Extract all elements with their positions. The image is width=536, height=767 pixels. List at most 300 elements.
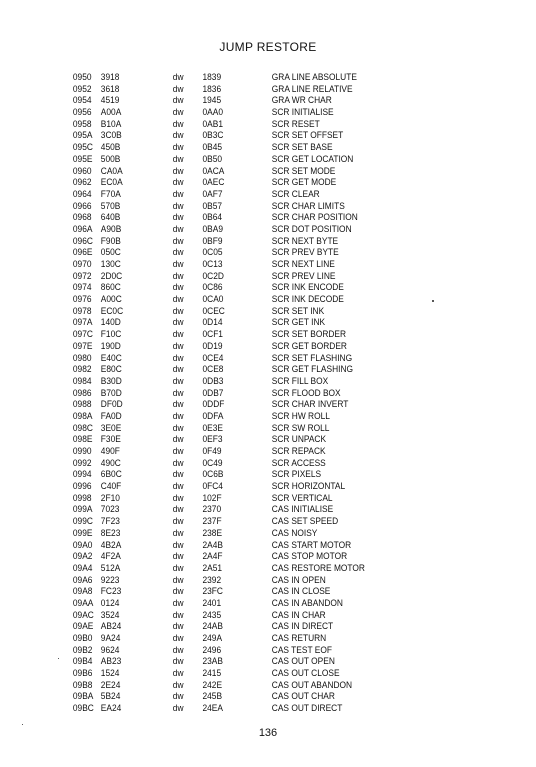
cell-val: 0C2D <box>202 270 224 281</box>
listing-row <box>0 95 482 107</box>
cell-addr: 0952 <box>72 83 92 94</box>
cell-addr: 098C <box>72 422 93 433</box>
cell-dw: dw <box>172 516 184 527</box>
cell-addr: 095E <box>72 153 93 164</box>
cell-addr: 0950 <box>72 72 92 82</box>
cell-addr: 09AA <box>72 597 94 608</box>
listing-row <box>0 224 482 236</box>
cell-dw: dw <box>172 72 184 82</box>
listing-row <box>0 177 482 189</box>
cell-hex: 3524 <box>100 609 120 620</box>
cell-name: SCR HORIZONTAL <box>271 481 346 492</box>
cell-hex: C40F <box>100 481 122 492</box>
cell-hex: 050C <box>100 247 121 258</box>
cell-addr: 09B0 <box>72 633 93 643</box>
cell-hex: A90B <box>100 223 122 234</box>
cell-name: CAS STOP MOTOR <box>271 551 348 562</box>
cell-hex: 9223 <box>100 574 120 585</box>
cell-name: SCR INK DECODE <box>271 294 344 305</box>
cell-dw: dw <box>172 679 184 690</box>
cell-val: 0FC4 <box>202 481 223 492</box>
listing-row <box>0 504 482 516</box>
listing-row <box>0 691 482 703</box>
cell-addr: 0974 <box>72 282 92 293</box>
cell-hex: 7023 <box>100 504 120 515</box>
listing-row <box>0 84 482 96</box>
cell-val: 2496 <box>202 644 222 655</box>
cell-dw: dw <box>172 656 184 667</box>
listing-row <box>0 446 482 458</box>
cell-hex: 3E0E <box>100 422 122 433</box>
cell-dw: dw <box>172 83 184 94</box>
cell-hex: 570B <box>100 200 121 211</box>
listing-row <box>0 212 482 224</box>
cell-dw: dw <box>172 165 184 176</box>
cell-hex: F30E <box>100 434 121 445</box>
listing-row <box>0 353 482 365</box>
cell-dw: dw <box>172 364 184 375</box>
listing-row <box>0 656 482 668</box>
cell-dw: dw <box>172 212 184 223</box>
cell-hex: 640B <box>100 212 121 223</box>
cell-name: CAS OUT CHAR <box>271 691 335 702</box>
cell-dw: dw <box>172 177 184 188</box>
cell-val: 0CEC <box>202 305 225 316</box>
listing-row <box>0 189 482 201</box>
cell-val: 0C86 <box>202 282 223 293</box>
cell-val: 238E <box>202 527 223 538</box>
cell-dw: dw <box>172 527 184 538</box>
cell-hex: 4519 <box>100 95 120 106</box>
listing-row <box>0 610 482 622</box>
cell-val: 0E3E <box>202 422 223 433</box>
cell-hex: 3918 <box>100 72 120 82</box>
listing-row <box>0 119 482 131</box>
cell-val: 0DB3 <box>202 375 224 386</box>
cell-hex: B70D <box>100 387 122 398</box>
cell-val: 0C6B <box>202 469 224 480</box>
cell-val: 102F <box>202 492 222 503</box>
cell-name: SCR HW ROLL <box>271 410 330 421</box>
cell-val: 2370 <box>202 504 222 515</box>
cell-dw: dw <box>172 282 184 293</box>
cell-name: SCR PREV BYTE <box>271 247 339 258</box>
cell-addr: 096A <box>72 223 93 234</box>
cell-val: 237F <box>202 516 222 527</box>
cell-hex: FC23 <box>100 586 122 597</box>
cell-val: 2435 <box>202 609 222 620</box>
cell-hex: 512A <box>100 562 121 573</box>
cell-hex: 8E23 <box>100 527 121 538</box>
listing-row <box>0 481 482 493</box>
cell-addr: 0962 <box>72 177 92 188</box>
cell-addr: 098E <box>72 434 93 445</box>
cell-addr: 0966 <box>72 200 92 211</box>
cell-dw: dw <box>172 422 184 433</box>
cell-val: 0F49 <box>202 446 222 456</box>
cell-hex: 7F23 <box>100 516 120 527</box>
cell-hex: 0124 <box>100 597 120 608</box>
cell-hex: E40C <box>100 352 122 363</box>
cell-dw: dw <box>172 399 184 410</box>
cell-hex: 9A24 <box>100 633 121 643</box>
listing-row <box>0 645 482 657</box>
listing-row <box>0 586 482 598</box>
cell-dw: dw <box>172 703 184 714</box>
assembly-listing <box>0 72 536 715</box>
cell-dw: dw <box>172 551 184 562</box>
cell-addr: 0994 <box>72 469 92 480</box>
listing-row <box>0 364 482 376</box>
cell-name: CAS IN CLOSE <box>271 586 331 597</box>
cell-addr: 0968 <box>72 212 92 223</box>
cell-name: SCR CLEAR <box>271 188 320 199</box>
cell-val: 2392 <box>202 574 222 585</box>
listing-row <box>0 329 482 341</box>
listing-row <box>0 493 482 505</box>
cell-addr: 09BA <box>72 691 94 702</box>
page-title: JUMP RESTORE <box>219 40 317 54</box>
cell-dw: dw <box>172 235 184 246</box>
listing-row <box>0 294 482 306</box>
cell-dw: dw <box>172 446 184 456</box>
cell-name: SCR UNPACK <box>271 434 327 445</box>
cell-name: SCR CHAR INVERT <box>271 399 349 410</box>
cell-hex: EA24 <box>100 703 122 714</box>
cell-hex: 130C <box>100 259 121 269</box>
cell-name: SCR SET FLASHING <box>271 352 353 363</box>
cell-name: SCR FILL BOX <box>271 375 329 386</box>
cell-val: 1945 <box>202 95 222 106</box>
cell-hex: 6B0C <box>100 469 122 480</box>
cell-name: CAS RESTORE MOTOR <box>271 562 365 573</box>
cell-val: 0AF7 <box>202 188 223 199</box>
cell-hex: 4B2A <box>100 539 122 550</box>
cell-dw: dw <box>172 153 184 164</box>
cell-name: SCR GET INK <box>271 317 326 328</box>
cell-val: 1839 <box>202 72 222 82</box>
cell-dw: dw <box>172 387 184 398</box>
page-number: 136 <box>258 727 278 739</box>
cell-val: 0ACA <box>202 165 225 176</box>
cell-name: CAS RETURN <box>271 633 327 643</box>
listing-row <box>0 633 482 645</box>
cell-name: SCR SET BORDER <box>271 329 347 340</box>
cell-val: 2A4B <box>202 539 223 550</box>
cell-dw: dw <box>172 469 184 480</box>
listing-row <box>0 259 482 271</box>
cell-dw: dw <box>172 317 184 328</box>
cell-name: CAS IN ABANDON <box>271 597 343 608</box>
cell-val: 0B45 <box>202 142 223 153</box>
scan-speck <box>22 724 23 725</box>
cell-addr: 09A6 <box>72 574 93 585</box>
listing-row <box>0 154 482 166</box>
listing-row <box>0 247 482 259</box>
cell-name: SCR CHAR POSITION <box>271 212 358 223</box>
cell-name: CAS TEST EOF <box>271 644 332 655</box>
cell-dw: dw <box>172 247 184 258</box>
cell-hex: 1524 <box>100 668 120 679</box>
cell-dw: dw <box>172 200 184 211</box>
cell-val: 0DFA <box>202 410 224 421</box>
cell-hex: 490C <box>100 457 121 468</box>
cell-name: SCR REPACK <box>271 446 326 456</box>
listing-row <box>0 551 482 563</box>
cell-name: SCR PREV LINE <box>271 270 336 281</box>
cell-name: CAS INITIALISE <box>271 504 334 515</box>
cell-name: SCR VERTICAL <box>271 492 333 503</box>
cell-hex: EC0A <box>100 177 123 188</box>
cell-dw: dw <box>172 644 184 655</box>
cell-val: 23FC <box>202 586 223 597</box>
cell-addr: 0996 <box>72 481 92 492</box>
cell-val: 0B64 <box>202 212 223 223</box>
listing-row <box>0 540 482 552</box>
cell-dw: dw <box>172 481 184 492</box>
cell-addr: 096E <box>72 247 93 258</box>
cell-dw: dw <box>172 621 184 632</box>
cell-addr: 099A <box>72 504 93 515</box>
listing-row <box>0 271 482 283</box>
cell-dw: dw <box>172 305 184 316</box>
cell-dw: dw <box>172 118 184 129</box>
cell-addr: 097A <box>72 317 93 328</box>
cell-hex: EC0C <box>100 305 124 316</box>
cell-addr: 099E <box>72 527 93 538</box>
cell-name: SCR GET LOCATION <box>271 153 354 164</box>
cell-dw: dw <box>172 142 184 153</box>
cell-addr: 0956 <box>72 107 92 118</box>
cell-dw: dw <box>172 586 184 597</box>
cell-val: 23AB <box>202 656 223 667</box>
cell-addr: 0980 <box>72 352 92 363</box>
cell-hex: E80C <box>100 364 122 375</box>
cell-val: 0DB7 <box>202 387 224 398</box>
cell-dw: dw <box>172 95 184 106</box>
cell-hex: DF0D <box>100 399 123 410</box>
cell-dw: dw <box>172 633 184 643</box>
cell-val: 2A51 <box>202 562 223 573</box>
cell-hex: 2D0C <box>100 270 123 281</box>
cell-addr: 09A2 <box>72 551 93 562</box>
cell-hex: CA0A <box>100 165 123 176</box>
cell-name: SCR SW ROLL <box>271 422 330 433</box>
cell-name: SCR NEXT LINE <box>271 259 335 269</box>
cell-val: 0CF1 <box>202 329 223 340</box>
listing-row <box>0 130 482 142</box>
cell-name: CAS IN DIRECT <box>271 621 334 632</box>
cell-hex: F70A <box>100 188 121 199</box>
cell-dw: dw <box>172 223 184 234</box>
listing-row <box>0 458 482 470</box>
cell-dw: dw <box>172 609 184 620</box>
cell-val: 0BF9 <box>202 235 223 246</box>
listing-row <box>0 388 482 400</box>
listing-row <box>0 376 482 388</box>
cell-hex: AB24 <box>100 621 122 632</box>
cell-addr: 0972 <box>72 270 92 281</box>
cell-val: 0B50 <box>202 153 223 164</box>
cell-val: 0AB1 <box>202 118 223 129</box>
scan-speck <box>432 300 434 302</box>
cell-hex: 4F2A <box>100 551 121 562</box>
cell-name: SCR RESET <box>271 118 320 129</box>
cell-dw: dw <box>172 107 184 118</box>
cell-addr: 09BC <box>72 703 94 714</box>
cell-name: CAS OUT ABANDON <box>271 679 353 690</box>
cell-addr: 09A8 <box>72 586 93 597</box>
cell-hex: 9624 <box>100 644 120 655</box>
cell-val: 0AEC <box>202 177 225 188</box>
cell-hex: 450B <box>100 142 121 153</box>
listing-row <box>0 575 482 587</box>
cell-addr: 097E <box>72 340 93 351</box>
cell-dw: dw <box>172 668 184 679</box>
cell-dw: dw <box>172 329 184 340</box>
cell-dw: dw <box>172 504 184 515</box>
cell-dw: dw <box>172 574 184 585</box>
cell-addr: 0982 <box>72 364 92 375</box>
cell-name: SCR PIXELS <box>271 469 322 480</box>
listing-row <box>0 516 482 528</box>
cell-name: CAS IN OPEN <box>271 574 326 585</box>
cell-dw: dw <box>172 259 184 269</box>
cell-name: SCR GET BORDER <box>271 340 347 351</box>
cell-val: 0D14 <box>202 317 223 328</box>
cell-addr: 0970 <box>72 259 92 269</box>
cell-addr: 095A <box>72 130 93 141</box>
cell-val: 1836 <box>202 83 222 94</box>
cell-val: 0B57 <box>202 200 223 211</box>
cell-name: SCR SET OFFSET <box>271 130 344 141</box>
cell-addr: 0992 <box>72 457 92 468</box>
cell-val: 0B3C <box>202 130 224 141</box>
cell-addr: 09A0 <box>72 539 93 550</box>
cell-name: CAS OUT OPEN <box>271 656 335 667</box>
cell-dw: dw <box>172 294 184 305</box>
cell-addr: 095C <box>72 142 93 153</box>
cell-val: 0C49 <box>202 457 223 468</box>
cell-val: 2401 <box>202 597 222 608</box>
cell-name: SCR SET BASE <box>271 142 333 153</box>
cell-addr: 0976 <box>72 294 92 305</box>
cell-val: 0C13 <box>202 259 223 269</box>
cell-addr: 099C <box>72 516 93 527</box>
cell-hex: 2F10 <box>100 492 120 503</box>
cell-val: 0BA9 <box>202 223 223 234</box>
listing-row <box>0 703 482 715</box>
listing-row <box>0 598 482 610</box>
cell-addr: 0964 <box>72 188 92 199</box>
cell-hex: 140D <box>100 317 121 328</box>
cell-dw: dw <box>172 188 184 199</box>
listing-row <box>0 563 482 575</box>
listing-row <box>0 306 482 318</box>
listing-row <box>0 317 482 329</box>
cell-name: SCR NEXT BYTE <box>271 235 339 246</box>
cell-name: CAS SET SPEED <box>271 516 339 527</box>
listing-row <box>0 528 482 540</box>
cell-addr: 09AC <box>72 609 94 620</box>
cell-name: SCR DOT POSITION <box>271 223 352 234</box>
listing-row <box>0 107 482 119</box>
cell-addr: 0978 <box>72 305 92 316</box>
cell-val: 0EF3 <box>202 434 223 445</box>
cell-hex: 2E24 <box>100 679 121 690</box>
listing-row <box>0 72 482 84</box>
scan-speck <box>58 658 59 659</box>
cell-name: CAS START MOTOR <box>271 539 352 550</box>
listing-row <box>0 668 482 680</box>
cell-val: 0D19 <box>202 340 223 351</box>
cell-dw: dw <box>172 562 184 573</box>
cell-hex: 3C0B <box>100 130 122 141</box>
cell-addr: 0958 <box>72 118 92 129</box>
cell-name: CAS IN CHAR <box>271 609 326 620</box>
cell-dw: dw <box>172 410 184 421</box>
cell-addr: 09B4 <box>72 656 93 667</box>
cell-addr: 09B2 <box>72 644 93 655</box>
cell-addr: 0986 <box>72 387 92 398</box>
cell-name: SCR GET MODE <box>271 177 337 188</box>
cell-addr: 09A4 <box>72 562 93 573</box>
cell-hex: 5B24 <box>100 691 121 702</box>
cell-name: GRA WR CHAR <box>271 95 332 106</box>
cell-dw: dw <box>172 457 184 468</box>
cell-addr: 0998 <box>72 492 92 503</box>
cell-val: 0C05 <box>202 247 223 258</box>
cell-dw: dw <box>172 352 184 363</box>
listing-row <box>0 201 482 213</box>
cell-hex: 490F <box>100 446 120 456</box>
cell-val: 0CE4 <box>202 352 224 363</box>
cell-val: 2415 <box>202 668 222 679</box>
listing-row <box>0 282 482 294</box>
cell-val: 245B <box>202 691 223 702</box>
cell-hex: F10C <box>100 329 122 340</box>
cell-val: 249A <box>202 633 223 643</box>
cell-dw: dw <box>172 539 184 550</box>
cell-name: SCR INITIALISE <box>271 107 334 118</box>
listing-row <box>0 680 482 692</box>
cell-addr: 0954 <box>72 95 92 106</box>
listing-row <box>0 341 482 353</box>
cell-name: SCR ACCESS <box>271 457 326 468</box>
listing-row <box>0 166 482 178</box>
cell-name: GRA LINE ABSOLUTE <box>271 72 357 82</box>
cell-addr: 0960 <box>72 165 92 176</box>
cell-dw: dw <box>172 492 184 503</box>
listing-row <box>0 434 482 446</box>
listing-row <box>0 399 482 411</box>
cell-name: CAS OUT DIRECT <box>271 703 343 714</box>
cell-val: 24EA <box>202 703 223 714</box>
cell-addr: 098A <box>72 410 93 421</box>
listing-row <box>0 423 482 435</box>
cell-addr: 09AE <box>72 621 94 632</box>
cell-name: SCR GET FLASHING <box>271 364 354 375</box>
cell-addr: 096C <box>72 235 93 246</box>
listing-row <box>0 469 482 481</box>
cell-addr: 097C <box>72 329 93 340</box>
listing-row <box>0 236 482 248</box>
cell-name: SCR CHAR LIMITS <box>271 200 345 211</box>
listing-row <box>0 411 482 423</box>
listing-row <box>0 621 482 633</box>
cell-addr: 0988 <box>72 399 92 410</box>
cell-name: GRA LINE RELATIVE <box>271 83 353 94</box>
